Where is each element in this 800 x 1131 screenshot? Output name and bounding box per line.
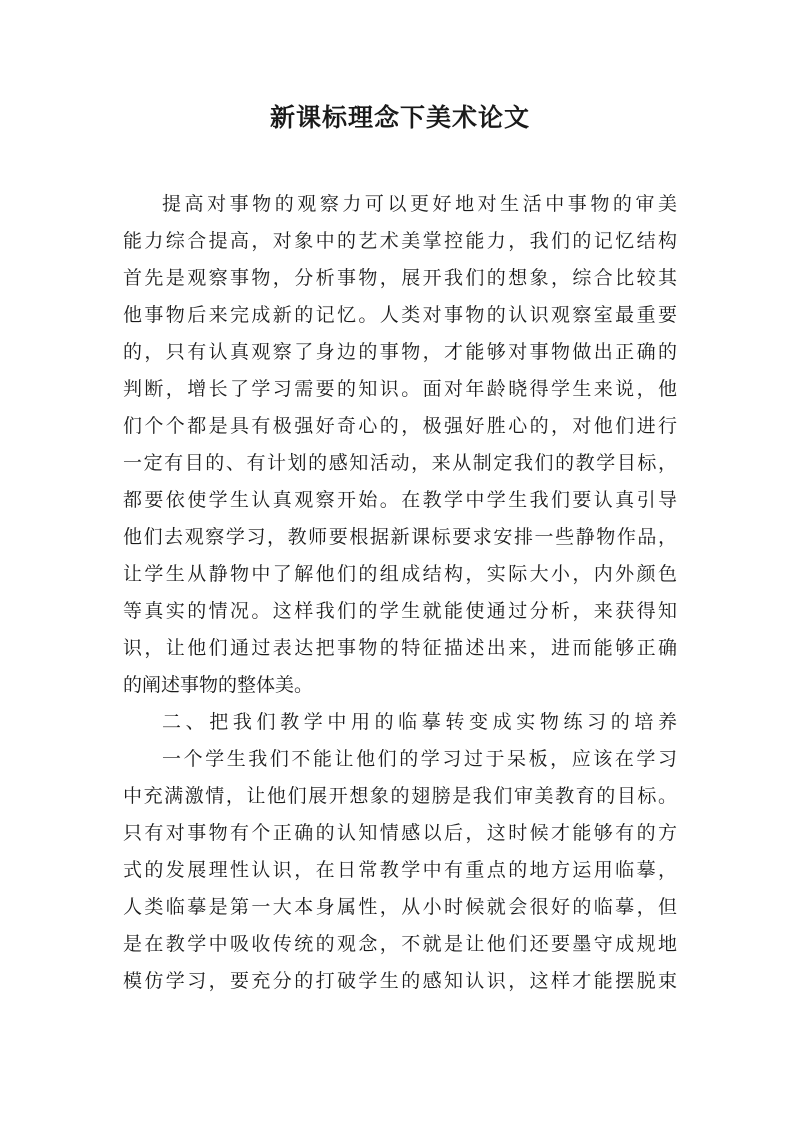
- text-line: 式的发展理性认识，在日常教学中有重点的地方运用临摹，: [123, 859, 677, 881]
- text-line: 人类临摹是第一大本身属性，从小时候就会很好的临摹，但: [123, 896, 677, 918]
- text-line: 让学生从静物中了解他们的组成结构，实际大小，内外颜色: [123, 563, 677, 585]
- document-title: 新课标理念下美术论文: [269, 103, 530, 132]
- text-line: 识，让他们通过表达把事物的特征描述出来，进而能够正确: [123, 637, 677, 659]
- text-line: 首先是观察事物，分析事物，展开我们的想象，综合比较其: [123, 267, 677, 289]
- text-line: 们个个都是具有极强好奇心的，极强好胜心的，对他们进行: [123, 415, 677, 437]
- text-line: 是在教学中吸收传统的观念，不就是让他们还要墨守成规地: [123, 933, 677, 955]
- text-line: 都要依使学生认真观察开始。在教学中学生我们要认真引导: [123, 489, 677, 511]
- text-line: 的，只有认真观察了身边的事物，才能够对事物做出正确的: [123, 341, 677, 363]
- text-line: 能力综合提高，对象中的艺术美掌控能力，我们的记忆结构: [123, 230, 677, 252]
- text-line: 等真实的情况。这样我们的学生就能使通过分析，来获得知: [123, 600, 677, 622]
- text-line: 中充满激情，让他们展开想象的翅膀是我们审美教育的目标。: [123, 785, 677, 807]
- text-line: 只有对事物有个正确的认知情感以后，这时候才能够有的方: [123, 822, 677, 844]
- text-line: 他们去观察学习，教师要根据新课标要求安排一些静物作品，: [123, 526, 677, 548]
- text-line: 一定有目的、有计划的感知活动，来从制定我们的教学目标，: [123, 452, 677, 474]
- text-line: 模仿学习，要充分的打破学生的感知认识，这样才能摆脱束: [123, 970, 677, 992]
- text-line: 一个学生我们不能让他们的学习过于呆板，应该在学习: [162, 748, 677, 770]
- section-heading: 二、把我们教学中用的临摹转变成实物练习的培养: [162, 711, 677, 733]
- text-line: 判断，增长了学习需要的知识。面对年龄晓得学生来说，他: [123, 378, 677, 400]
- text-line: 他事物后来完成新的记忆。人类对事物的认识观察室最重要: [123, 304, 677, 326]
- text-line: 的阐述事物的整体美。: [123, 674, 314, 696]
- text-line: 提高对事物的观察力可以更好地对生活中事物的审美: [162, 193, 677, 215]
